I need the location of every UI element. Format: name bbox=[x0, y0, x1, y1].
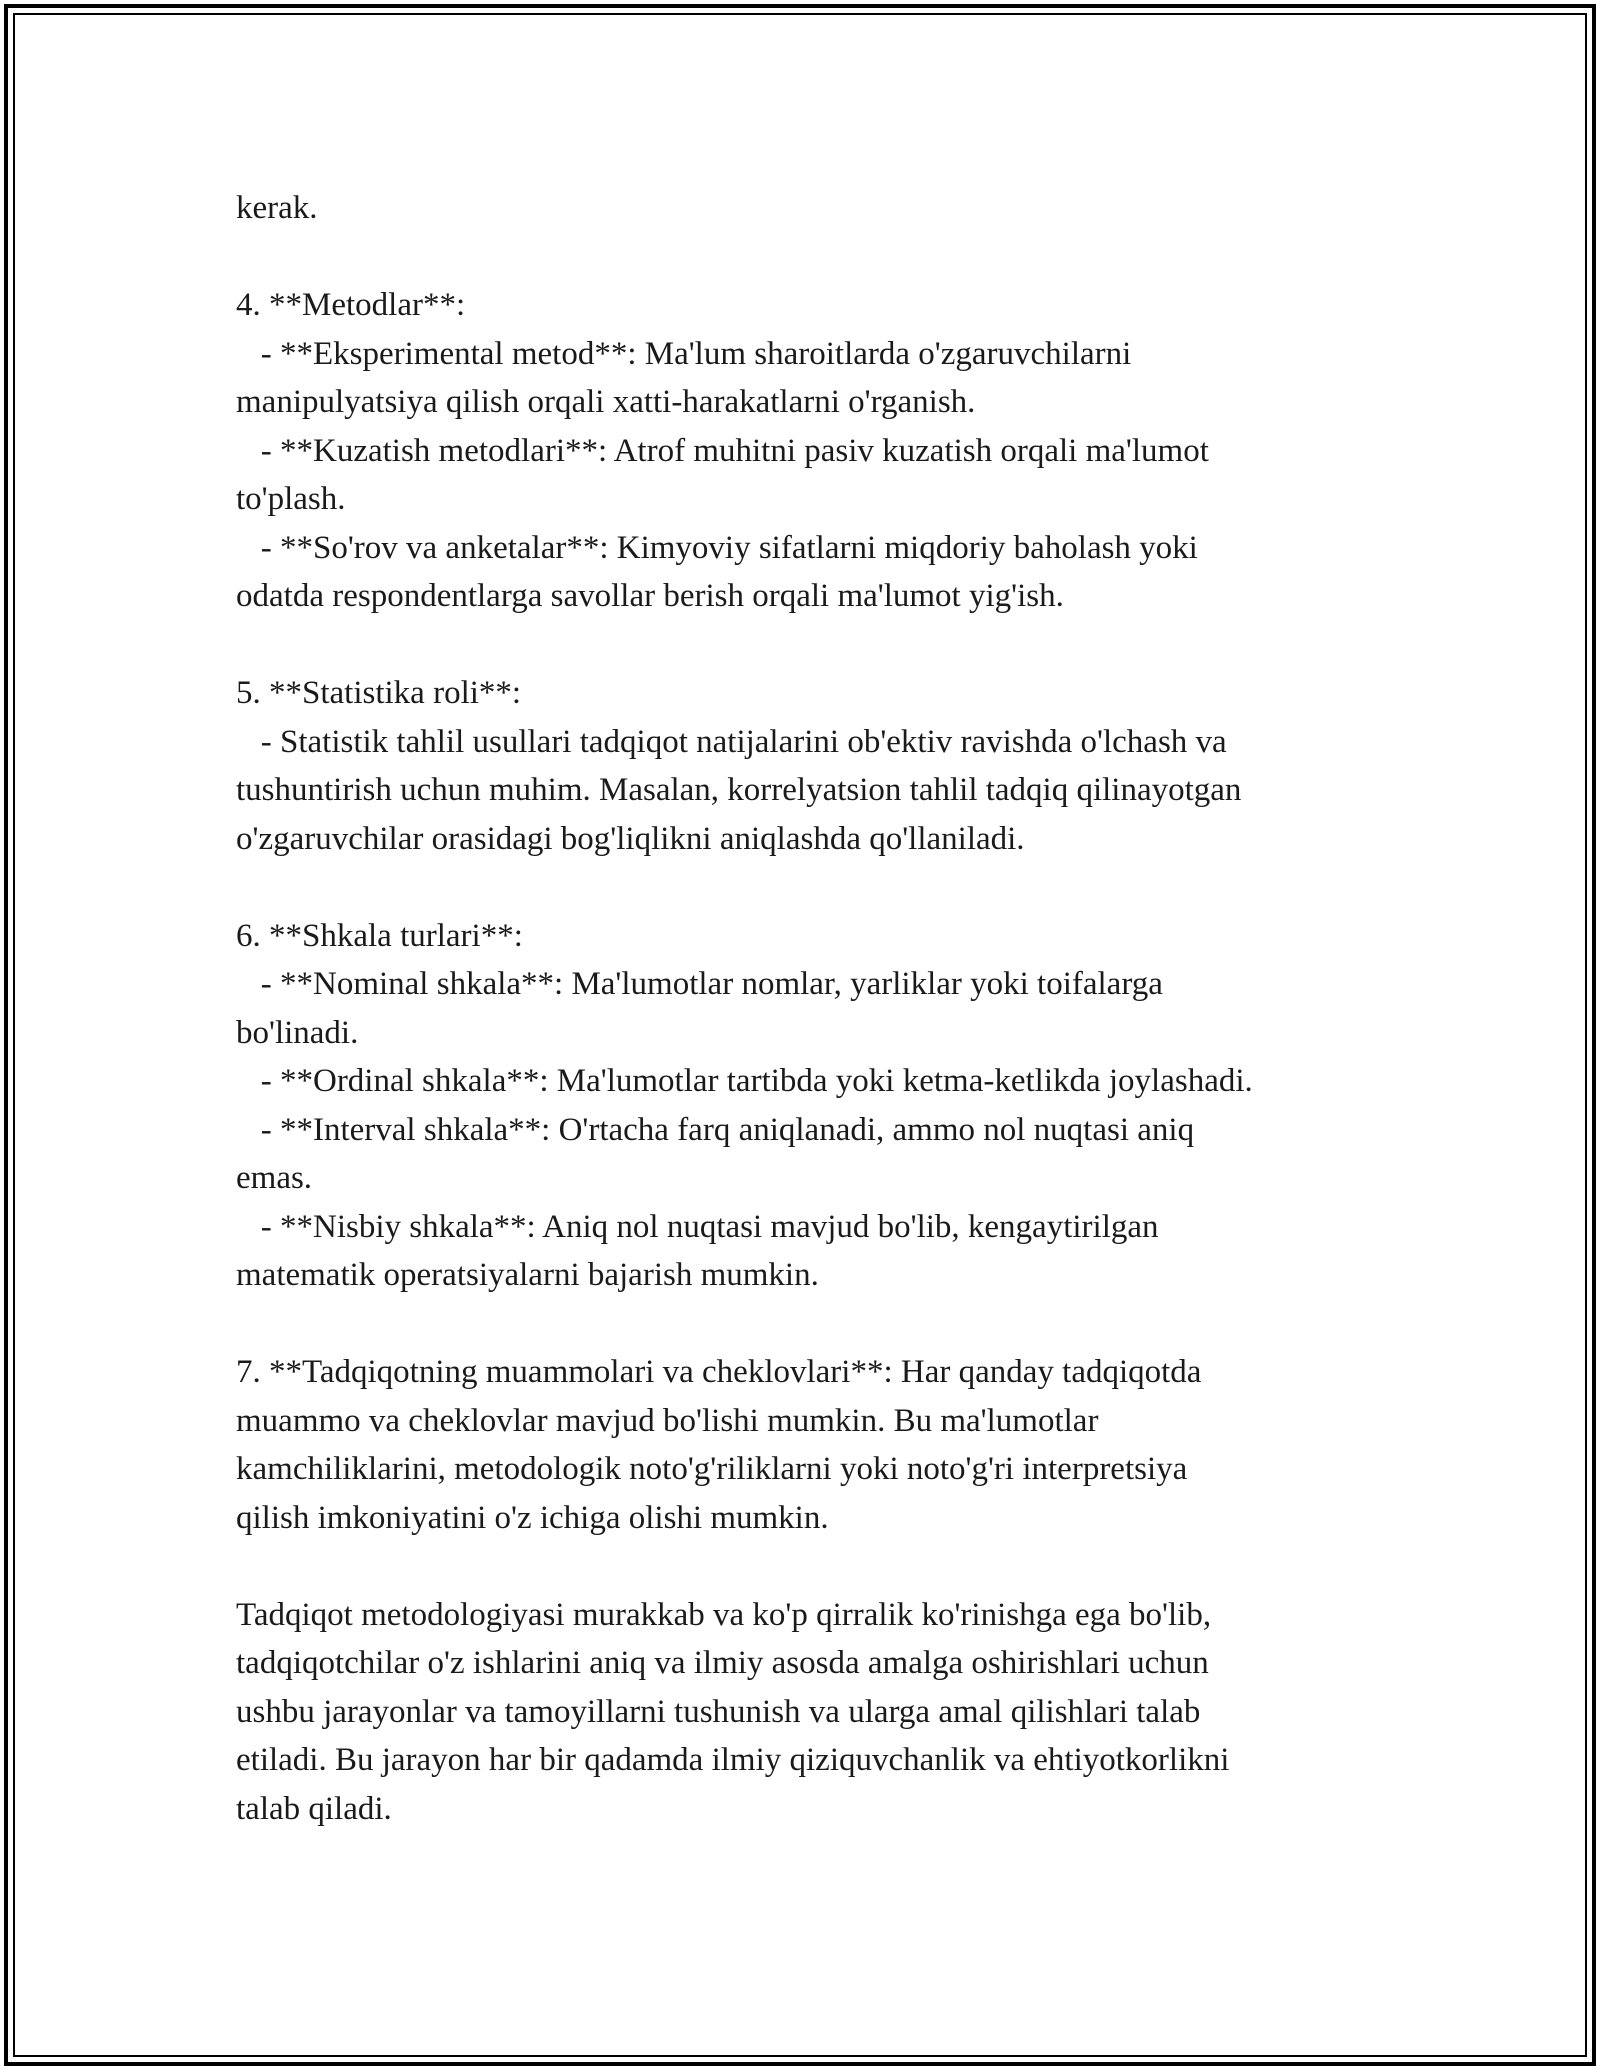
text-line: - **Eksperimental metod**: Ma'lum sharoitlarda o'zgaruvchilarni bbox=[236, 335, 1132, 372]
text-line: kamchiliklarini, metodologik noto'g'riliklarni yoki noto'g'ri interpretsiya bbox=[236, 1451, 1188, 1487]
text-line: o'zgaruvchilar orasidagi bog'liqlikni aniqlashda qo'llaniladi. bbox=[236, 820, 1025, 857]
text-line: - **Nisbiy shkala**: Aniq nol nuqtasi mavjud bo'lib, kengaytirilgan bbox=[236, 1208, 1159, 1245]
text-line: kerak. bbox=[236, 190, 318, 226]
text-line: - **Interval shkala**: O'rtacha farq aniqlanadi, ammo nol nuqtasi aniq bbox=[236, 1111, 1195, 1148]
blank-line bbox=[236, 233, 1386, 282]
section-heading-statistika: 5. **Statistika roli**: bbox=[236, 675, 522, 711]
section-heading-metodlar: 4. **Metodlar**: bbox=[236, 287, 466, 323]
document-body bbox=[236, 184, 1386, 1833]
text-line: emas. bbox=[236, 1160, 313, 1196]
text-line: - **Ordinal shkala**: Ma'lumotlar tartibda yoki ketma-ketlikda joylashadi. bbox=[236, 1063, 1253, 1099]
conclusion-line: tadqiqotchilar o'z ishlarini aniq va ilmiy asosda amalga oshirishlari uchun bbox=[236, 1645, 1209, 1681]
section-heading-shkala: 6. **Shkala turlari**: bbox=[236, 917, 523, 954]
blank-line bbox=[236, 621, 1386, 670]
text-line: to'plash. bbox=[236, 481, 346, 517]
conclusion-line: Tadqiqot metodologiyasi murakkab va ko'p qirralik ko'rinishga ega bo'lib, bbox=[236, 1596, 1212, 1633]
text-line: - **Kuzatish metodlari**: Atrof muhitni pasiv kuzatish orqali ma'lumot bbox=[236, 432, 1209, 469]
section-heading-muammolar: 7. **Tadqiqotning muammolari va cheklovlari**: Har qanday tadqiqotda bbox=[236, 1354, 1202, 1390]
text-line: - **Nominal shkala**: Ma'lumotlar nomlar, yarliklar yoki toifalarga bbox=[236, 966, 1163, 1002]
blank-line bbox=[236, 1300, 1386, 1349]
text-line: muammo va cheklovlar mavjud bo'lishi mumkin. Bu ma'lumotlar bbox=[236, 1402, 1099, 1439]
text-line: - Statistik tahlil usullari tadqiqot natijalarini ob'ektiv ravishda o'lchash va bbox=[236, 723, 1227, 760]
text-line: bo'linadi. bbox=[236, 1014, 359, 1051]
blank-line bbox=[236, 863, 1386, 912]
text-line: odatda respondentlarga savollar berish orqali ma'lumot yig'ish. bbox=[236, 578, 1064, 614]
text-line: matematik operatsiyalarni bajarish mumkin. bbox=[236, 1257, 819, 1293]
text-line: manipulyatsiya qilish orqali xatti-harakatlarni o'rganish. bbox=[236, 384, 976, 420]
conclusion-line: etiladi. Bu jarayon har bir qadamda ilmiy qiziquvchanlik va ehtiyotkorlikni bbox=[236, 1742, 1230, 1778]
text-line: qilish imkoniyatini o'z ichiga olishi mumkin. bbox=[236, 1499, 829, 1536]
text-line: - **So'rov va anketalar**: Kimyoviy sifatlarni miqdoriy baholash yoki bbox=[236, 529, 1198, 566]
text-line: tushuntirish uchun muhim. Masalan, korrelyatsion tahlil tadqiq qilinayotgan bbox=[236, 772, 1242, 808]
blank-line bbox=[236, 1542, 1386, 1591]
conclusion-line: talab qiladi. bbox=[236, 1790, 392, 1827]
conclusion-line: ushbu jarayonlar va tamoyillarni tushunish va ularga amal qilishlari talab bbox=[236, 1693, 1201, 1730]
